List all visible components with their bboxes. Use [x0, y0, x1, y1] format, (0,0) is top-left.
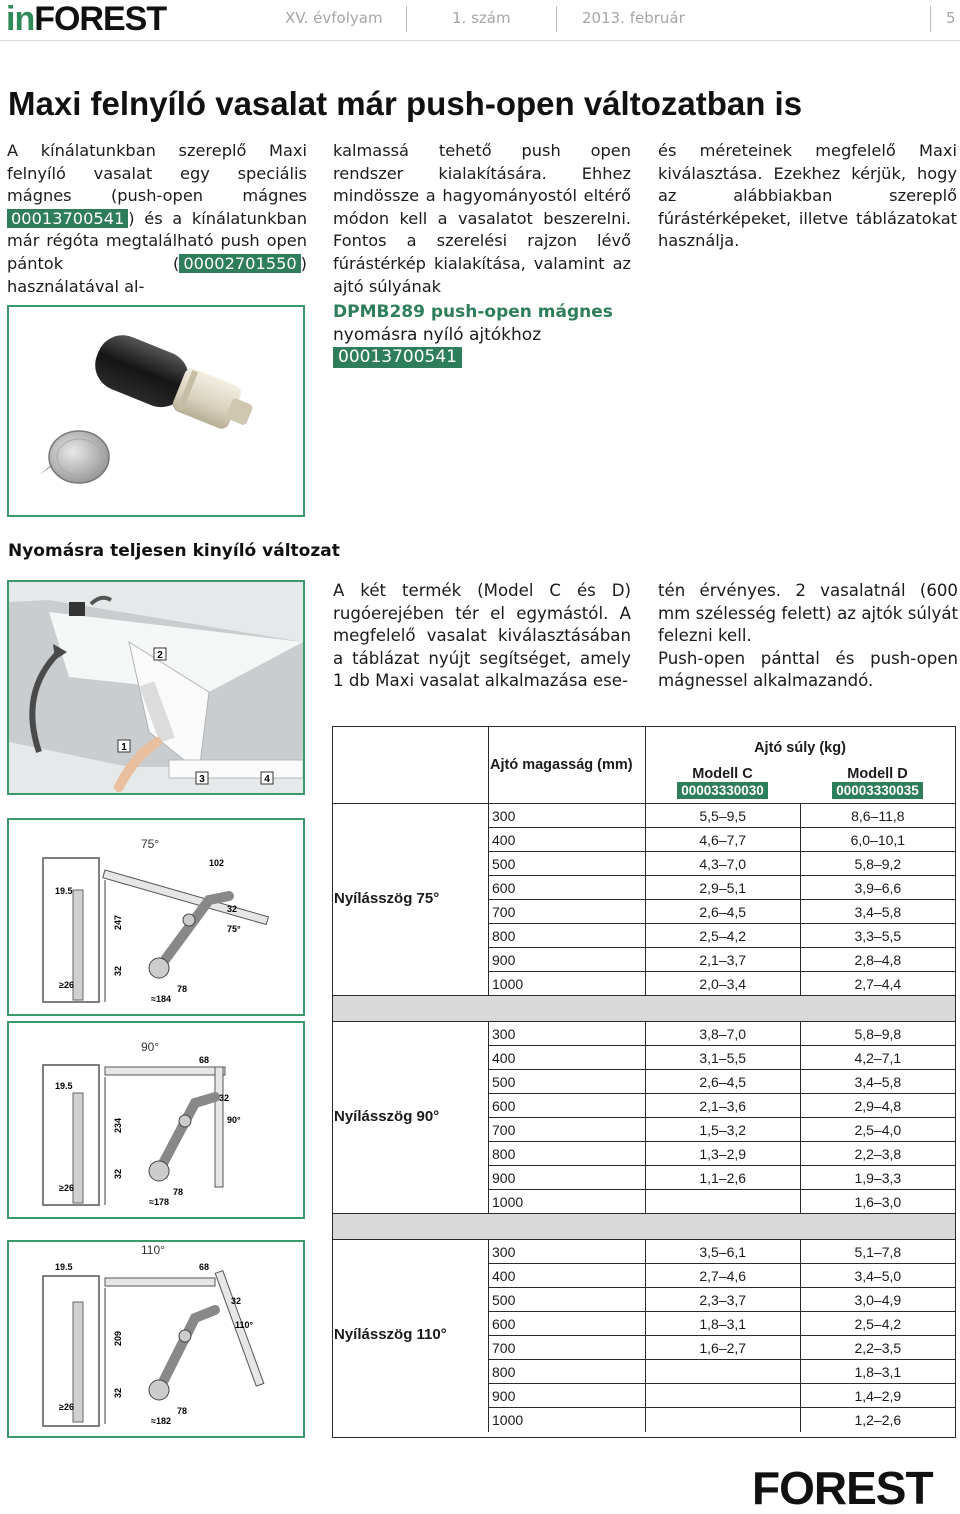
table-row: 900 1,1–2,6 1,9–3,3	[489, 1166, 956, 1190]
table-group-110	[333, 1239, 955, 1437]
table-row: 600 2,9–5,1 3,9–6,6	[489, 876, 956, 900]
table-row: 300 3,5–6,1 5,1–7,8	[489, 1240, 956, 1264]
svg-text:32: 32	[219, 1093, 230, 1103]
table-row: 300 3,8–7,0 5,8–9,8	[489, 1022, 956, 1046]
group-separator	[333, 995, 955, 1021]
svg-text:90°: 90°	[141, 1040, 160, 1054]
model-d-header: Modell D 00003330035	[800, 765, 955, 803]
forest-logo-header: inFOREST	[6, 0, 167, 38]
svg-text:78: 78	[177, 984, 188, 994]
table-row: 800 2,5–4,2 3,3–5,5	[489, 924, 956, 948]
svg-text:≥26: ≥26	[59, 980, 74, 990]
table-row: 400 4,6–7,7 6,0–10,1	[489, 828, 956, 852]
svg-text:32: 32	[231, 1296, 242, 1306]
table-row: 400 3,1–5,5 4,2–7,1	[489, 1046, 956, 1070]
group-label: Nyílásszög 110°	[334, 1326, 447, 1343]
svg-text:247: 247	[113, 914, 123, 930]
product-name: DPMB289 push-open mágnes	[333, 302, 613, 322]
cabinet-opening-illustration	[9, 582, 303, 793]
table-row: 900 2,1–3,7 2,8–4,8	[489, 948, 956, 972]
table-row: 1000 2,0–3,4 2,7–4,4	[489, 972, 956, 996]
svg-text:234: 234	[113, 1117, 123, 1133]
svg-text:110°: 110°	[141, 1243, 165, 1257]
table-row: 700 1,5–3,2 2,5–4,0	[489, 1118, 956, 1142]
table-row: 500 2,3–3,7 3,0–4,9	[489, 1288, 956, 1312]
header-rule	[0, 40, 960, 41]
article-title: Maxi felnyíló vasalat már push-open változatban is	[8, 85, 803, 122]
svg-text:102: 102	[209, 858, 225, 868]
section2-column-2: A két termék (Model C és D) rugóerejében tér el egymástól. A megfelelő vasalat kiválasztásában a táblázat nyújt segítséget, amely 1 db Maxi vasalat alkalmazása ese-	[333, 581, 631, 691]
group-rows	[488, 1021, 955, 1214]
svg-text:75°: 75°	[227, 924, 241, 934]
section2-column-3: tén érvényes. 2 vasalatnál (600 mm szélesség felett) az ajtók súlyát felezni kell. Push-open pánttal és push-open mágnessel alkalmazandó.	[658, 581, 958, 691]
drilling-drawing-svg	[9, 1242, 303, 1436]
intro-column-3: és méreteinek megfelelő Maxi kiválasztása. Ezekhez kérjük, hogy az alábbiakban szereplő fúrástérképeket, illetve táblázatokat használja.	[658, 141, 957, 251]
push-open-magnet-illustration	[9, 307, 303, 515]
svg-text:75°: 75°	[141, 837, 160, 851]
intro-column-2: kalmassá tehető push open rendszer kialakítására. Ehhez mindössze a hagyományostól eltérő módon kell a vasalatot beszerelni. Fontos a szerelési rajzon lévő fúrástérkép kialakítása, valamint az ajtó súlyának	[333, 141, 631, 296]
group-rows	[488, 1239, 955, 1432]
table-row: 700 1,6–2,7 2,2–3,5	[489, 1336, 956, 1360]
table-row: 600 1,8–3,1 2,5–4,2	[489, 1312, 956, 1336]
table-row: 500 2,6–4,5 3,4–5,8	[489, 1070, 956, 1094]
svg-text:68: 68	[199, 1055, 210, 1065]
svg-text:≈178: ≈178	[149, 1197, 169, 1207]
svg-text:78: 78	[177, 1406, 188, 1416]
svg-text:≈184: ≈184	[151, 994, 171, 1004]
svg-text:32: 32	[113, 965, 123, 976]
header-divider	[930, 6, 931, 32]
table-group-75	[333, 803, 955, 995]
col-header-height: Ajtó magasság (mm)	[488, 727, 645, 803]
model-c-code: 00003330030	[677, 782, 768, 799]
model-c-header: Modell C 00003330030	[645, 765, 800, 803]
group-separator	[333, 1213, 955, 1239]
svg-text:90°: 90°	[227, 1115, 241, 1125]
svg-text:32: 32	[113, 1168, 123, 1179]
drilling-drawing-svg	[9, 1023, 303, 1217]
drawing-75	[7, 818, 305, 1016]
product-code-badge: 00013700541	[333, 347, 462, 368]
door-weight-table	[332, 726, 956, 1438]
page-number: 5	[946, 9, 956, 27]
step-label: 2	[157, 650, 163, 661]
model-d-code: 00003330035	[832, 782, 923, 799]
step-label: 3	[199, 774, 205, 785]
product-subtitle: nyomásra nyíló ajtókhoz	[333, 325, 542, 345]
group-label: Nyílásszög 75°	[334, 890, 440, 907]
table-row: 700 2,6–4,5 3,4–5,8	[489, 900, 956, 924]
svg-text:110°: 110°	[235, 1320, 254, 1330]
table-group-90	[333, 1021, 955, 1213]
table-row: 900 1,4–2,9	[489, 1384, 956, 1408]
drawing-110	[7, 1240, 305, 1438]
date-label: 2013. február	[582, 9, 685, 27]
product-image	[7, 305, 305, 517]
table-row: 1000 1,6–3,0	[489, 1190, 956, 1214]
table-row: 800 1,8–3,1	[489, 1360, 956, 1384]
opening-diagram	[7, 580, 305, 795]
svg-text:≥26: ≥26	[59, 1183, 74, 1193]
intro-column-1: A kínálatunkban szereplő Maxi felnyíló vasalat egy speciális mágnes (push-open mágnes 00013700541 ) és a kínálatunkban már régóta megtalálható push open pántok ( 00002701550 ) használatával al-	[7, 141, 307, 296]
table-row: 400 2,7–4,6 3,4–5,0	[489, 1264, 956, 1288]
drawing-90	[7, 1021, 305, 1219]
header-divider	[556, 6, 557, 32]
col-header-weight: Ajtó súly (kg)	[754, 740, 846, 756]
section-title: Nyomásra teljesen kinyíló változat	[8, 541, 340, 561]
svg-text:32: 32	[113, 1387, 123, 1398]
group-label: Nyílásszög 90°	[334, 1108, 440, 1125]
table-row: 500 4,3–7,0 5,8–9,2	[489, 852, 956, 876]
svg-text:209: 209	[113, 1330, 123, 1346]
issue-label: 1. szám	[452, 9, 511, 27]
header-divider	[406, 6, 407, 32]
svg-text:19.5: 19.5	[55, 886, 73, 896]
volume-label: XV. évfolyam	[285, 9, 383, 27]
svg-text:68: 68	[199, 1262, 210, 1272]
svg-text:≈182: ≈182	[151, 1416, 171, 1426]
table-row: 600 2,1–3,6 2,9–4,8	[489, 1094, 956, 1118]
table-row: 800 1,3–2,9 2,2–3,8	[489, 1142, 956, 1166]
step-label: 1	[121, 742, 127, 753]
forest-logo-footer: FOREST	[752, 1462, 933, 1514]
step-label: 4	[264, 774, 270, 785]
svg-text:78: 78	[173, 1187, 184, 1197]
table-header-blank	[333, 727, 488, 803]
product-code-hinge: 00002701550	[179, 254, 300, 273]
svg-text:32: 32	[227, 904, 238, 914]
drilling-drawing-svg	[9, 820, 303, 1014]
svg-text:≥26: ≥26	[59, 1402, 74, 1412]
product-code-magnet: 00013700541	[7, 209, 128, 228]
svg-text:19.5: 19.5	[55, 1262, 73, 1272]
table-row: 1000 1,2–2,6	[489, 1408, 956, 1432]
svg-text:19.5: 19.5	[55, 1081, 73, 1091]
group-rows	[488, 803, 955, 996]
table-row: 300 5,5–9,5 8,6–11,8	[489, 804, 956, 828]
